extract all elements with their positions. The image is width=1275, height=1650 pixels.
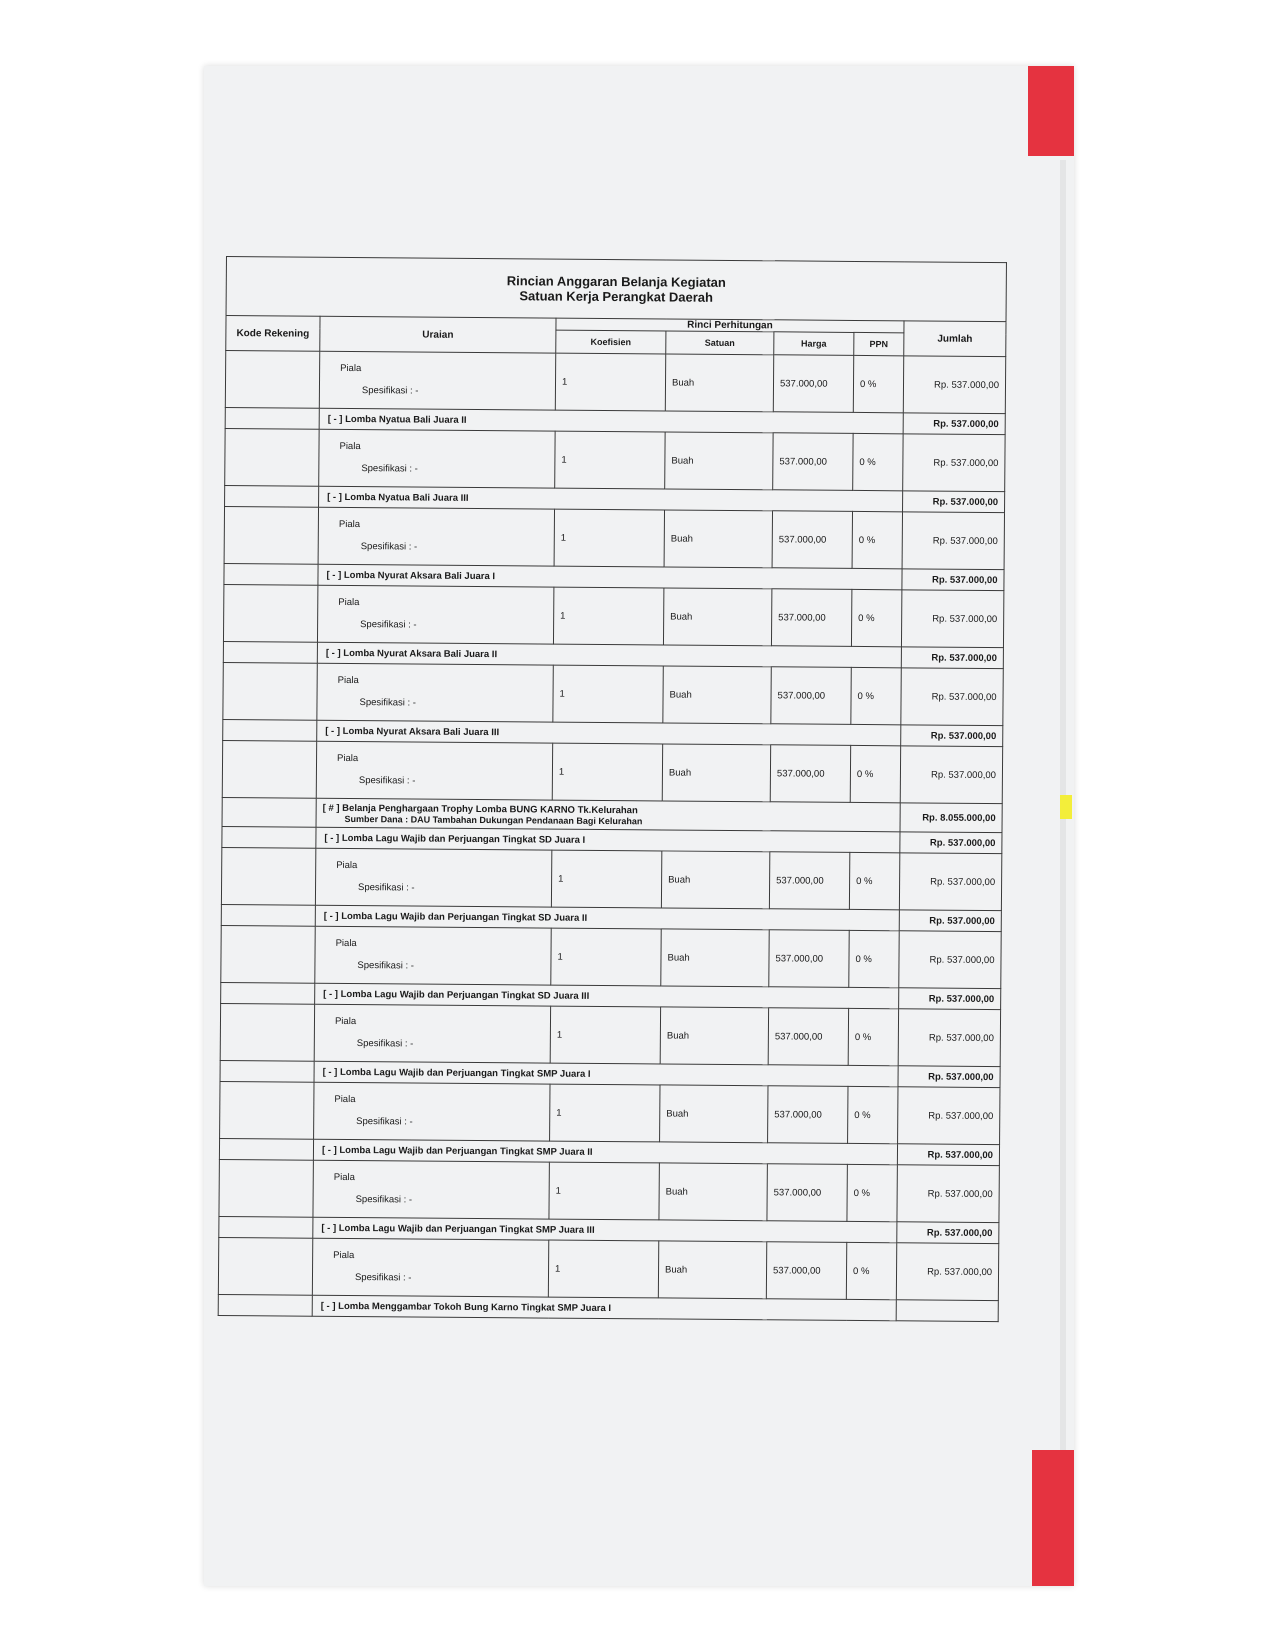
group-total: Rp. 537.000,00 (903, 491, 1005, 513)
harga-cell: 537.000,00 (773, 355, 853, 413)
uraian-cell (315, 926, 551, 985)
kode-rekening-cell (224, 563, 318, 585)
ppn-cell: 0 % (846, 1242, 896, 1299)
uraian-cell (318, 507, 554, 566)
table-row (222, 740, 1002, 803)
item-spec: Spesifikasi : - (354, 1272, 412, 1284)
header-ppn: PPN (854, 332, 904, 355)
table-row (221, 925, 1001, 988)
jumlah-cell: Rp. 537.000,00 (898, 1009, 1000, 1067)
koefisien-cell: 1 (550, 1084, 660, 1142)
table-row (225, 428, 1005, 491)
ppn-cell: 0 % (848, 1008, 898, 1065)
item-spec: Spesifikasi : - (357, 960, 414, 972)
kode-rekening-cell (220, 1060, 314, 1082)
item-name: Piala (340, 362, 362, 375)
item-spec: Spesifikasi : - (360, 619, 417, 631)
item-spec: Spesifikasi : - (361, 385, 419, 397)
group-total (896, 1300, 998, 1322)
kode-rekening-cell (225, 485, 319, 507)
uraian-cell (312, 1238, 548, 1297)
group-total: Rp. 537.000,00 (901, 725, 1003, 747)
uraian-cell (315, 848, 551, 907)
budget-table (218, 256, 1007, 1322)
group-label: [ - ] Lomba Lagu Wajib dan Perjuangan Tingkat SD Juara I (316, 827, 900, 853)
item-name: Piala (334, 1093, 356, 1106)
kode-rekening-cell (223, 719, 317, 741)
uraian-cell (316, 741, 552, 800)
kode-rekening-cell (221, 847, 315, 905)
kode-rekening-cell (222, 740, 316, 798)
jumlah-cell: Rp. 537.000,00 (901, 590, 1003, 648)
red-folder-corner-top (1028, 66, 1074, 156)
satuan-cell: Buah (660, 1085, 768, 1143)
kode-rekening-cell (220, 1003, 314, 1061)
ppn-cell: 0 % (853, 355, 903, 412)
group-label: [ - ] Lomba Lagu Wajib dan Perjuangan Tingkat SMP Juara II (313, 1139, 897, 1165)
satuan-cell: Buah (659, 1163, 767, 1221)
belanja-label: [ # ] Belanja Penghargaan Trophy Lomba BUNG KARNO Tk.Kelurahan (322, 802, 638, 816)
uraian-cell (319, 351, 555, 410)
jumlah-cell: Rp. 537.000,00 (903, 434, 1005, 492)
kode-rekening-cell (223, 662, 317, 720)
title-row (226, 257, 1006, 322)
item-spec: Spesifikasi : - (361, 463, 418, 475)
item-spec: Spesifikasi : - (355, 1194, 413, 1206)
item-spec: Spesifikasi : - (358, 882, 415, 894)
item-spec: Spesifikasi : - (356, 1038, 414, 1050)
item-spec: Spesifikasi : - (358, 775, 416, 787)
satuan-cell: Buah (658, 1241, 766, 1299)
group-label: [ - ] Lomba Nyatua Bali Juara II (319, 408, 903, 434)
item-name: Piala (338, 596, 360, 609)
item-spec: Spesifikasi : - (359, 697, 417, 709)
kode-rekening-cell (223, 641, 317, 663)
koefisien-cell: 1 (555, 431, 665, 489)
kode-rekening-cell (222, 826, 316, 848)
group-label: [ - ] Lomba Nyurat Aksara Bali Juara III (317, 720, 901, 746)
satuan-cell: Buah (665, 432, 773, 490)
ppn-cell: 0 % (851, 667, 901, 724)
kode-rekening-cell (223, 584, 317, 642)
header-koefisien: Koefisien (556, 330, 666, 354)
group-total: Rp. 537.000,00 (901, 647, 1003, 669)
uraian-cell (314, 1004, 550, 1063)
harga-cell: 537.000,00 (771, 589, 851, 647)
kode-rekening-cell (222, 797, 316, 827)
group-label: [ - ] Lomba Nyatua Bali Juara III (319, 486, 903, 512)
group-total: Rp. 537.000,00 (900, 832, 1002, 854)
item-name: Piala (333, 1249, 355, 1262)
uraian-cell (314, 1082, 550, 1141)
document-title (226, 257, 1006, 322)
item-name: Piala (336, 859, 358, 872)
satuan-cell: Buah (663, 666, 771, 724)
group-total: Rp. 537.000,00 (899, 910, 1001, 932)
koefisien-cell: 1 (551, 928, 661, 986)
item-spec: Spesifikasi : - (356, 1116, 413, 1128)
item-name: Piala (334, 1015, 357, 1028)
jumlah-cell: Rp. 537.000,00 (901, 668, 1003, 726)
group-label: [ - ] Lomba Nyurat Aksara Bali Juara II (317, 642, 901, 668)
satuan-cell: Buah (665, 354, 773, 412)
kode-rekening-cell (221, 925, 315, 983)
table-row (224, 506, 1004, 569)
ppn-cell: 0 % (852, 511, 902, 568)
title-line-1: Rincian Anggaran Belanja Kegiatan (506, 273, 726, 290)
group-total: Rp. 537.000,00 (899, 988, 1001, 1010)
budget-table-container (217, 256, 1006, 1462)
table-row (218, 1237, 998, 1300)
kode-rekening-cell (219, 1138, 313, 1160)
group-label: [ - ] Lomba Lagu Wajib dan Perjuangan Tingkat SD Juara II (315, 905, 899, 931)
kode-rekening-cell (225, 407, 319, 429)
harga-cell: 537.000,00 (767, 1164, 847, 1222)
ppn-cell: 0 % (847, 1164, 897, 1221)
belanja-label-cell (316, 798, 900, 832)
jumlah-cell: Rp. 537.000,00 (903, 356, 1005, 414)
sumber-dana: Sumber Dana : DAU Tambahan Dukungan Pendanaan Bagi Kelurahan (344, 813, 643, 826)
koefisien-cell: 1 (549, 1162, 659, 1220)
item-spec: Spesifikasi : - (360, 541, 418, 553)
group-label: [ - ] Lomba Lagu Wajib dan Perjuangan Tingkat SMP Juara III (313, 1217, 897, 1243)
item-name: Piala (337, 752, 359, 765)
header-jumlah: Jumlah (904, 321, 1006, 357)
item-name: Piala (339, 440, 361, 453)
ppn-cell: 0 % (853, 433, 903, 490)
group-total: Rp. 537.000,00 (897, 1144, 999, 1166)
yellow-sticky-tab (1060, 795, 1072, 819)
header-rinci-perhitungan: Rinci Perhitungan (556, 318, 904, 333)
uraian-cell (317, 585, 553, 644)
title-line-2: Satuan Kerja Perangkat Daerah (519, 288, 714, 305)
kode-rekening-cell (224, 506, 318, 564)
koefisien-cell: 1 (554, 509, 664, 567)
item-name: Piala (333, 1171, 355, 1184)
harga-cell: 537.000,00 (768, 1008, 848, 1066)
jumlah-cell: Rp. 537.000,00 (899, 931, 1001, 989)
kode-rekening-cell (218, 1237, 312, 1295)
kode-rekening-cell (221, 904, 315, 926)
item-name: Piala (337, 674, 359, 687)
harga-cell: 537.000,00 (766, 1242, 846, 1300)
satuan-cell: Buah (662, 744, 770, 802)
kode-rekening-cell (218, 1294, 312, 1316)
uraian-cell (319, 429, 555, 488)
table-row (223, 584, 1003, 647)
ppn-cell: 0 % (850, 745, 900, 802)
koefisien-cell: 1 (553, 587, 663, 645)
harga-cell: 537.000,00 (769, 852, 849, 910)
item-name: Piala (335, 937, 357, 950)
red-folder-corner-bottom (1032, 1450, 1074, 1586)
jumlah-cell: Rp. 537.000,00 (902, 512, 1004, 570)
satuan-cell: Buah (661, 929, 769, 987)
header-kode-rekening: Kode Rekening (226, 316, 320, 352)
uraian-cell (317, 663, 553, 722)
kode-rekening-cell (225, 351, 319, 409)
harga-cell: 537.000,00 (769, 930, 849, 988)
satuan-cell: Buah (663, 588, 771, 646)
koefisien-cell: 1 (548, 1240, 658, 1298)
group-label: [ - ] Lomba Menggambar Tokoh Bung Karno Tingkat SMP Juara I (312, 1295, 896, 1321)
harga-cell: 537.000,00 (773, 433, 853, 491)
group-total: Rp. 537.000,00 (902, 569, 1004, 591)
table-row (220, 1003, 1000, 1066)
table-row (223, 662, 1003, 725)
kode-rekening-cell (219, 1216, 313, 1238)
koefisien-cell: 1 (552, 743, 662, 801)
jumlah-cell: Rp. 537.000,00 (898, 1087, 1000, 1145)
ppn-cell: 0 % (849, 852, 899, 909)
satuan-cell: Buah (660, 1007, 768, 1065)
jumlah-cell: Rp. 537.000,00 (896, 1243, 998, 1301)
group-label: [ - ] Lomba Nyurat Aksara Bali Juara I (318, 564, 902, 590)
koefisien-cell: 1 (550, 1006, 660, 1064)
kode-rekening-cell (225, 428, 319, 486)
group-total: Rp. 537.000,00 (903, 413, 1005, 435)
group-label: [ - ] Lomba Lagu Wajib dan Perjuangan Tingkat SMP Juara I (314, 1061, 898, 1087)
table-row (221, 847, 1001, 910)
kode-rekening-cell (220, 1081, 314, 1139)
jumlah-cell: Rp. 537.000,00 (900, 746, 1002, 804)
satuan-cell: Buah (664, 510, 772, 568)
ppn-cell: 0 % (848, 1086, 898, 1143)
group-total: Rp. 537.000,00 (897, 1222, 999, 1244)
group-label: [ - ] Lomba Lagu Wajib dan Perjuangan Tingkat SD Juara III (315, 983, 899, 1009)
table-body (218, 351, 1006, 1322)
kode-rekening-cell (221, 982, 315, 1004)
item-name: Piala (338, 518, 361, 531)
kode-rekening-cell (219, 1159, 313, 1217)
ppn-cell: 0 % (851, 589, 901, 646)
header-satuan: Satuan (666, 331, 774, 355)
koefisien-cell: 1 (553, 665, 663, 723)
belanja-total: Rp. 8.055.000,00 (900, 803, 1002, 833)
satuan-cell: Buah (661, 851, 769, 909)
ppn-cell: 0 % (849, 930, 899, 987)
uraian-cell (313, 1160, 549, 1219)
header-uraian: Uraian (320, 316, 556, 353)
table-row (225, 351, 1005, 414)
table-row (220, 1081, 1000, 1144)
header-harga: Harga (774, 332, 854, 356)
harga-cell: 537.000,00 (771, 667, 851, 725)
koefisien-cell: 1 (551, 850, 661, 908)
jumlah-cell: Rp. 537.000,00 (899, 853, 1001, 911)
harga-cell: 537.000,00 (770, 745, 850, 803)
koefisien-cell: 1 (555, 353, 665, 411)
harga-cell: 537.000,00 (772, 511, 852, 569)
table-row (219, 1159, 999, 1222)
harga-cell: 537.000,00 (768, 1086, 848, 1144)
group-total: Rp. 537.000,00 (898, 1066, 1000, 1088)
jumlah-cell: Rp. 537.000,00 (897, 1165, 999, 1223)
